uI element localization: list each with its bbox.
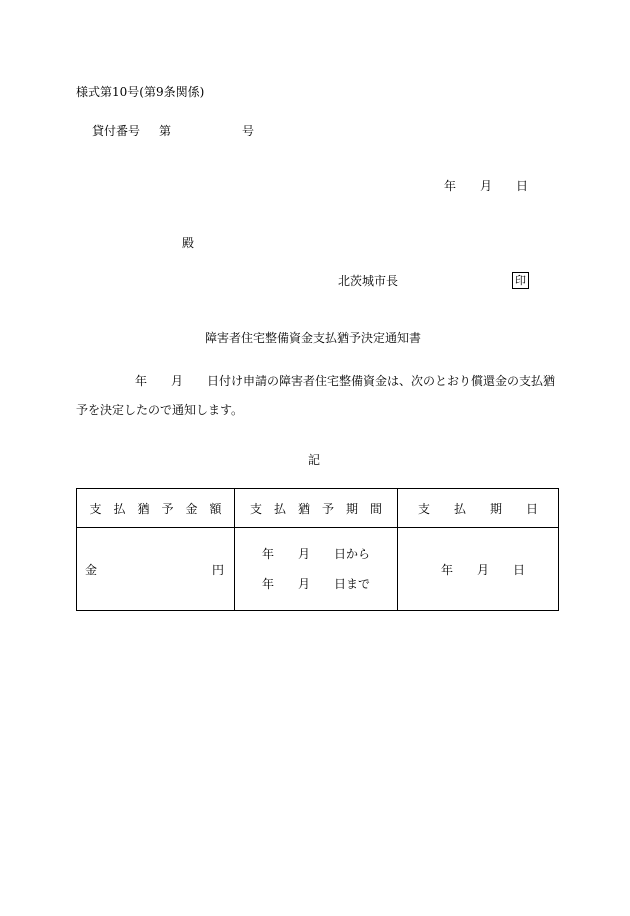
- header-due-date: 支 払 期 日: [398, 489, 559, 528]
- issuer-name: 北茨城市長: [338, 274, 399, 288]
- period-to: 年 月 日まで: [261, 577, 370, 591]
- loan-number-suffix: 号: [242, 124, 255, 138]
- period-cell: [235, 528, 398, 611]
- body-line-1: 年 月 日付け申請の障害者住宅整備資金は、次のとおり償還金の支払猶: [135, 374, 556, 388]
- table-header-row: [77, 489, 559, 528]
- document-title: 障害者住宅整備資金支払猶予決定通知書: [205, 331, 422, 345]
- ki-heading: 記: [308, 453, 321, 467]
- form-number-label: 様式第10号(第9条関係): [76, 85, 205, 99]
- body-line-2: 予を決定したので通知します。: [76, 403, 244, 417]
- amount-suffix: 円: [211, 563, 224, 577]
- table-row: [77, 528, 559, 611]
- loan-number-label: 貸付番号: [92, 124, 141, 138]
- deferral-table: [76, 488, 559, 611]
- seal-mark: 印: [512, 272, 529, 289]
- amount-cell: [77, 528, 235, 611]
- due-date: 年 月 日: [440, 562, 525, 577]
- addressee-honorific: 殿: [182, 236, 195, 250]
- due-date-cell: [398, 528, 559, 611]
- loan-number-prefix: 第: [159, 124, 172, 138]
- header-amount: 支 払 猶 予 金 額: [77, 489, 235, 528]
- amount-prefix: 金: [85, 563, 98, 577]
- header-period: 支 払 猶 予 期 間: [235, 489, 398, 528]
- issue-date: 年 月 日: [444, 179, 529, 193]
- period-from: 年 月 日から: [261, 547, 370, 561]
